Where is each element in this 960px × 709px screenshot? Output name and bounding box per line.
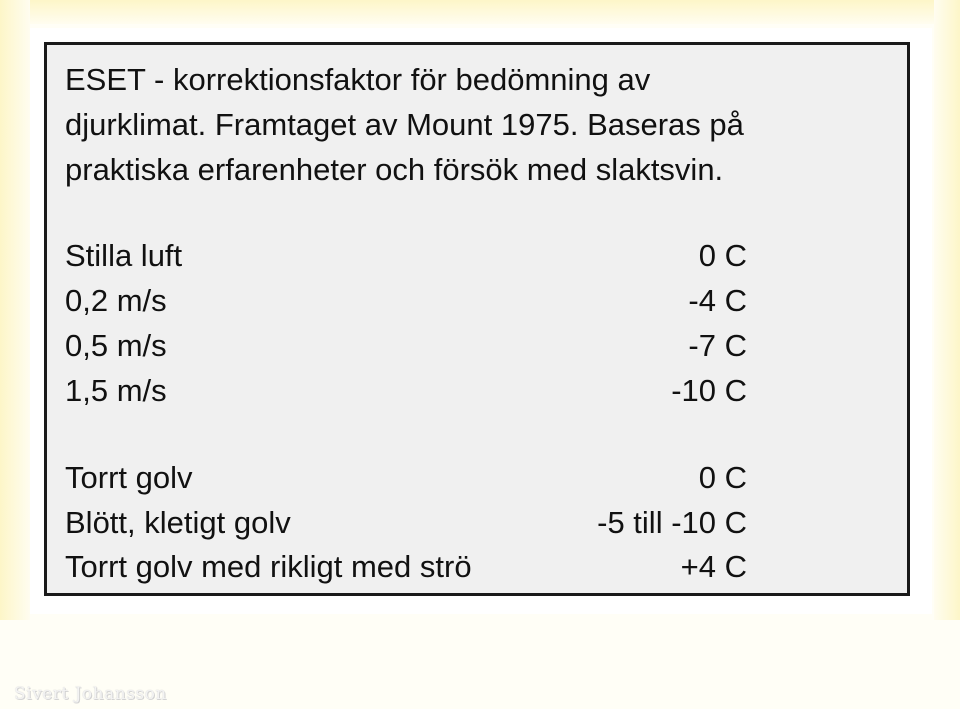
row-label: 0,5 m/s bbox=[65, 328, 167, 363]
row-label: Stilla luft bbox=[65, 238, 183, 273]
row-label: Torrt golv bbox=[65, 460, 193, 495]
heading-line: ESET - korrektionsfaktor för bedömning av bbox=[65, 62, 651, 97]
air-speed-row bbox=[65, 234, 747, 278]
floor-condition-row bbox=[65, 456, 747, 500]
row-label: Blött, kletigt golv bbox=[65, 505, 291, 540]
row-value: +4 C bbox=[680, 549, 747, 584]
row-value: 0 C bbox=[698, 238, 747, 273]
air-speed-row bbox=[65, 324, 747, 368]
decorative-left-band bbox=[0, 0, 30, 620]
floor-condition-row bbox=[65, 545, 747, 589]
air-speed-row bbox=[65, 279, 747, 323]
heading-line: praktiska erfarenheter och försök med slaktsvin. bbox=[65, 152, 724, 187]
decorative-top-band bbox=[0, 0, 960, 24]
air-speed-row bbox=[65, 369, 747, 413]
row-value: -10 C bbox=[671, 373, 747, 408]
row-label: 0,2 m/s bbox=[65, 283, 167, 318]
row-value: 0 C bbox=[698, 460, 747, 495]
floor-condition-row bbox=[65, 501, 747, 545]
heading-line: djurklimat. Framtaget av Mount 1975. Baseras på bbox=[65, 107, 744, 142]
row-label: 1,5 m/s bbox=[65, 373, 167, 408]
slide-heading bbox=[65, 57, 895, 192]
decorative-right-band bbox=[934, 0, 960, 620]
eset-table-box bbox=[44, 42, 910, 596]
row-value: -4 C bbox=[688, 283, 747, 318]
author-watermark: Sivert Johansson bbox=[14, 684, 167, 704]
row-value: -7 C bbox=[688, 328, 747, 363]
row-value: -5 till -10 C bbox=[597, 505, 747, 540]
row-label: Torrt golv med rikligt med strö bbox=[65, 549, 472, 584]
